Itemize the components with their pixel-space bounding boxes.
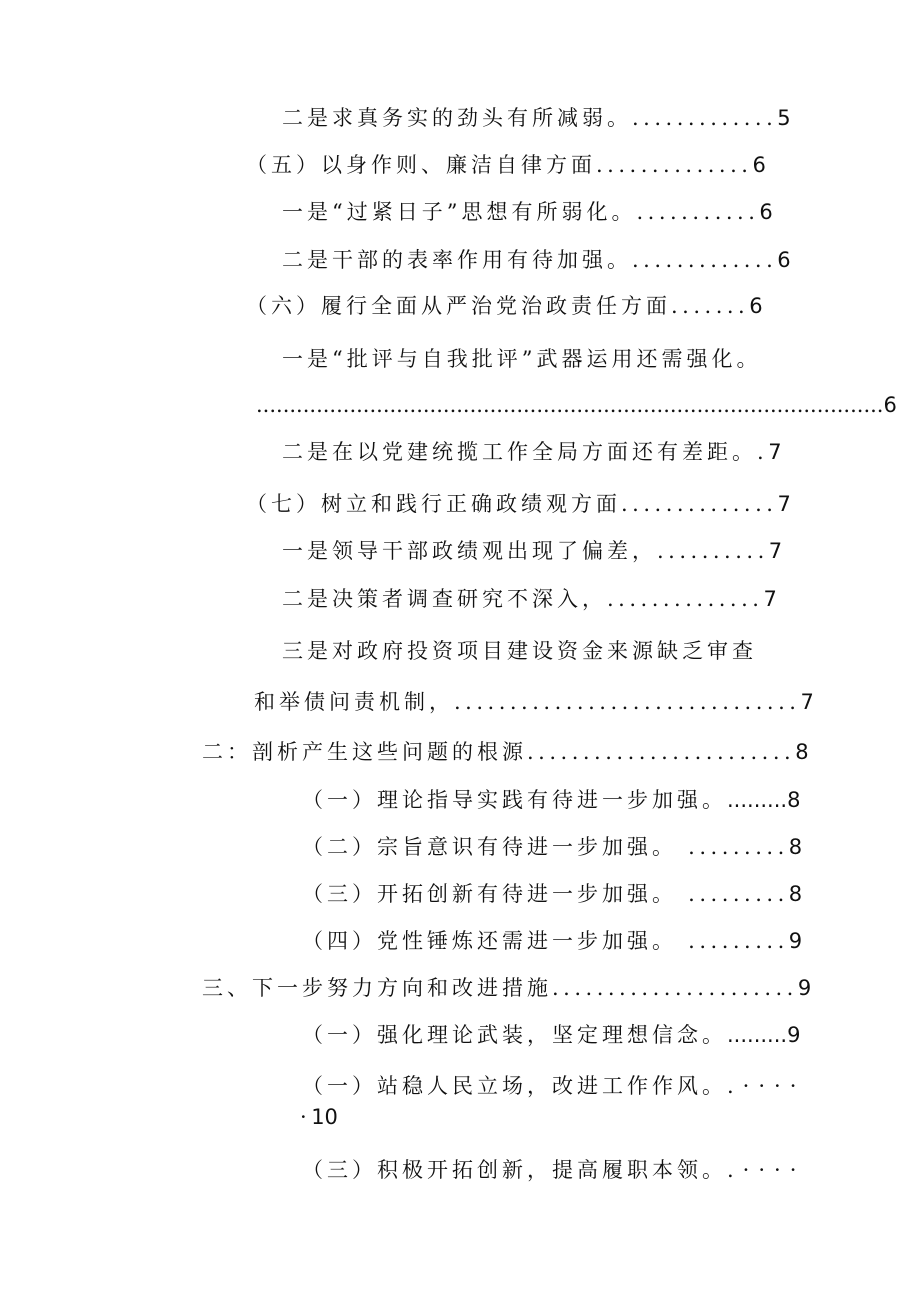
toc-entry-title: 三是对政府投资项目建设资金来源缺乏审查 — [282, 639, 757, 663]
toc-entry-title: 二是在以党建统揽工作全局方面还有差距。 — [282, 440, 757, 464]
toc-entry[interactable] — [282, 103, 791, 133]
toc-entry[interactable] — [282, 197, 773, 227]
toc-entry[interactable] — [302, 926, 802, 956]
toc-page-number: 6 — [883, 393, 897, 417]
toc-entry-title: 二是干部的表率作用有待加强。 — [282, 248, 632, 272]
toc-leader-dots: ............. — [632, 248, 778, 272]
toc-entry-title: 三、下一步努力方向和改进措施 — [202, 976, 552, 1000]
toc-page-number: 8 — [787, 788, 801, 812]
toc-entry[interactable] — [246, 150, 766, 180]
toc-entry[interactable] — [282, 584, 777, 614]
toc-leader-dots: ......... — [677, 882, 789, 906]
toc-page-number: 7 — [768, 539, 783, 563]
toc-page-number: 8 — [788, 835, 803, 859]
toc-page-number: 6 — [759, 200, 773, 224]
toc-entry-continuation[interactable] — [300, 1102, 338, 1132]
toc-page-number: 6 — [752, 153, 766, 177]
toc-entry[interactable] — [246, 489, 791, 519]
toc-entry[interactable] — [282, 636, 757, 666]
toc-entry-title: （四）党性锤炼还需进一步加强。 — [302, 929, 677, 953]
toc-entry-title: （五）以身作则、廉洁自律方面 — [246, 153, 596, 177]
toc-entry[interactable] — [302, 785, 800, 815]
toc-page-number: 6 — [777, 248, 791, 272]
toc-entry[interactable] — [282, 536, 782, 566]
toc-entry-continuation[interactable] — [254, 687, 814, 717]
toc-leader-dots: ......... — [727, 788, 788, 812]
toc-entry-title: （一）强化理论武装，坚定理想信念。 — [302, 1023, 727, 1047]
toc-leader-dots: .............................................................................................. — [256, 393, 884, 417]
toc-leader-dots: · — [300, 1105, 312, 1129]
toc-entry-continuation[interactable] — [256, 390, 897, 420]
toc-leader-dots: .......... — [657, 539, 769, 563]
toc-entry-title: （一）理论指导实践有待进一步加强。 — [302, 788, 727, 812]
toc-entry[interactable] — [302, 1020, 800, 1050]
toc-entry[interactable] — [282, 437, 782, 467]
toc-entry-title: 二：剖析产生这些问题的根源 — [202, 740, 527, 764]
toc-leader-dots: ........... — [636, 200, 760, 224]
toc-leader-dots: .............. — [607, 587, 764, 611]
toc-entry[interactable] — [282, 245, 791, 275]
toc-page-number: 7 — [777, 492, 791, 516]
toc-entry-title: （二）宗旨意识有待进一步加强。 — [302, 835, 677, 859]
toc-leader-dots: .···· — [727, 1074, 806, 1098]
toc-leader-dots: ......... — [677, 929, 789, 953]
toc-entry-title: （七）树立和践行正确政绩观方面 — [246, 492, 621, 516]
toc-entry-section[interactable] — [202, 737, 809, 767]
toc-leader-dots: . — [757, 440, 769, 464]
toc-entry-title: 和举债问责机制， — [254, 690, 454, 714]
toc-entry[interactable] — [246, 291, 763, 321]
toc-leader-dots: ............................... — [454, 690, 801, 714]
toc-page-number: 8 — [795, 740, 809, 764]
toc-page-number: 9 — [787, 1023, 801, 1047]
toc-page-number: 6 — [749, 294, 763, 318]
toc-entry-title: （一）站稳人民立场，改进工作作风。 — [302, 1074, 727, 1098]
toc-entry-title: （六）履行全面从严治党治政责任方面 — [246, 294, 671, 318]
toc-leader-dots: ............. — [632, 106, 778, 130]
toc-entry[interactable] — [282, 344, 761, 374]
toc-entry[interactable] — [302, 832, 802, 862]
toc-entry[interactable] — [302, 1155, 805, 1185]
toc-leader-dots: .···· — [727, 1158, 806, 1182]
toc-entry[interactable] — [302, 1071, 805, 1101]
toc-leader-dots: ....... — [671, 294, 750, 318]
toc-page-number: 7 — [763, 587, 777, 611]
toc-leader-dots: ......... — [727, 1023, 788, 1047]
toc-page-number: 8 — [788, 882, 803, 906]
toc-leader-dots: ...................... — [552, 976, 798, 1000]
toc-leader-dots: .............. — [621, 492, 778, 516]
toc-leader-dots: ......... — [677, 835, 789, 859]
toc-page-number: 10 — [311, 1105, 338, 1129]
toc-entry-title: 二是决策者调查研究不深入， — [282, 587, 607, 611]
toc-page-number: 7 — [768, 440, 782, 464]
toc-leader-dots: ........................ — [527, 740, 796, 764]
toc-entry[interactable] — [302, 879, 802, 909]
toc-entry-title: 一是“批评与自我批评”武器运用还需强化。 — [282, 347, 762, 371]
toc-page-number: 7 — [800, 690, 814, 714]
toc-entry-title: （三）积极开拓创新，提高履职本领。 — [302, 1158, 727, 1182]
toc-page-number: 5 — [777, 106, 791, 130]
toc-entry-title: 一是“过紧日子”思想有所弱化。 — [282, 200, 637, 224]
toc-entry-section[interactable] — [202, 973, 811, 1003]
toc-page-number: 9 — [797, 976, 812, 1000]
toc-leader-dots: .............. — [596, 153, 753, 177]
toc-entry-title: （三）开拓创新有待进一步加强。 — [302, 882, 677, 906]
toc-page-number: 9 — [788, 929, 803, 953]
toc-entry-title: 一是领导干部政绩观出现了偏差， — [282, 539, 657, 563]
toc-entry-title: 二是求真务实的劲头有所减弱。 — [282, 106, 632, 130]
